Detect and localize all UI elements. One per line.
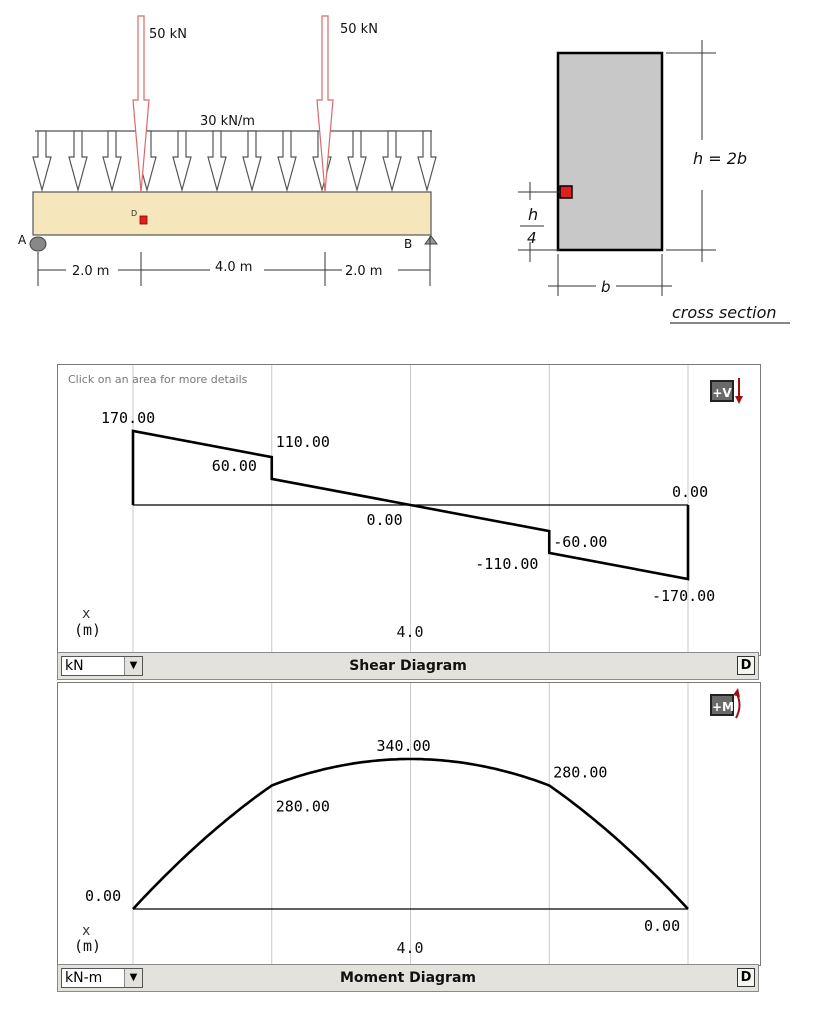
dim-1-label: 2.0 m — [72, 264, 110, 279]
dim-3-label: 2.0 m — [345, 264, 383, 279]
b-label: b — [601, 278, 611, 296]
shear-data-label: -110.00 — [475, 554, 539, 573]
moment-d-button[interactable]: D — [737, 968, 755, 987]
moment-chart — [58, 683, 760, 965]
udl-arrow — [348, 131, 366, 190]
x-tick-label: 4.0 — [396, 939, 424, 957]
udl-arrow — [278, 131, 296, 190]
section-rect[interactable] — [558, 53, 662, 250]
shear-d-button[interactable]: D — [737, 656, 755, 675]
shear-sign-label: +V — [710, 380, 734, 402]
point-d-marker[interactable] — [140, 216, 147, 224]
support-a-pin[interactable] — [30, 237, 46, 251]
cross-section — [500, 0, 820, 330]
point-d-label: D — [131, 209, 138, 218]
dist-load-label: 30 kN/m — [200, 114, 255, 129]
dim-2-label: 4.0 m — [215, 260, 253, 275]
shear-unit-value: kN — [65, 658, 84, 674]
moment-chart-panel[interactable] — [57, 682, 761, 966]
udl-arrow — [243, 131, 261, 190]
x-axis-label: x — [82, 606, 91, 622]
shear-data-label: -60.00 — [553, 533, 608, 552]
chevron-down-icon[interactable]: ▼ — [124, 657, 142, 675]
shear-data-label: 60.00 — [211, 456, 257, 475]
moment-sign-label: +M — [710, 694, 734, 716]
shear-chart — [58, 365, 760, 655]
shear-data-label: 0.00 — [672, 483, 709, 501]
moment-data-label: 340.00 — [376, 737, 431, 755]
udl-arrow — [383, 131, 401, 190]
moment-sign-button[interactable] — [708, 688, 744, 722]
shear-title: Shear Diagram — [349, 658, 467, 674]
moment-unit-value: kN-m — [65, 970, 103, 986]
hint-text: Click on an area for more details — [68, 373, 248, 386]
chevron-down-icon[interactable]: ▼ — [124, 969, 142, 987]
moment-toolbar — [57, 964, 759, 992]
beam-diagram — [0, 0, 460, 300]
frac-num: h — [528, 205, 539, 224]
h-label: h = 2b — [693, 149, 748, 168]
moment-title: Moment Diagram — [340, 970, 476, 986]
frac-den: 4 — [527, 229, 537, 247]
moment-arrow-icon — [733, 688, 745, 722]
shear-data-label: -170.00 — [652, 587, 716, 605]
udl-arrow — [69, 131, 87, 190]
shear-arrow-icon — [734, 376, 744, 406]
moment-data-label: 0.00 — [85, 887, 122, 905]
udl-arrow — [173, 131, 191, 190]
shear-toolbar — [57, 652, 759, 680]
shear-sign-button[interactable] — [708, 374, 744, 408]
udl-arrow — [33, 131, 51, 190]
support-b-label: B — [404, 237, 413, 251]
section-caption: cross section — [672, 303, 777, 322]
section-point-marker[interactable] — [560, 186, 572, 198]
x-tick-label: 4.0 — [396, 623, 424, 641]
x-axis-unit: (m) — [74, 621, 102, 639]
moment-data-label: 280.00 — [553, 763, 608, 782]
support-b-roller[interactable] — [425, 236, 437, 244]
moment-data-label: 0.00 — [644, 917, 681, 935]
load-left-label: 50 kN — [149, 27, 187, 42]
shear-chart-panel[interactable] — [57, 364, 761, 656]
udl-arrow — [208, 131, 226, 190]
shear-data-label: 0.00 — [366, 511, 403, 529]
load-right-label: 50 kN — [340, 22, 378, 37]
x-axis-label: x — [82, 923, 91, 939]
shear-data-label: 110.00 — [275, 433, 330, 452]
x-axis-unit: (m) — [74, 937, 102, 955]
support-a-label: A — [18, 233, 27, 247]
udl-arrow — [103, 131, 121, 190]
distributed-load-arrows — [33, 131, 436, 190]
shear-data-label: 170.00 — [101, 409, 156, 427]
beam-body[interactable] — [33, 192, 431, 235]
udl-arrow — [418, 131, 436, 190]
moment-data-label: 280.00 — [275, 797, 330, 816]
